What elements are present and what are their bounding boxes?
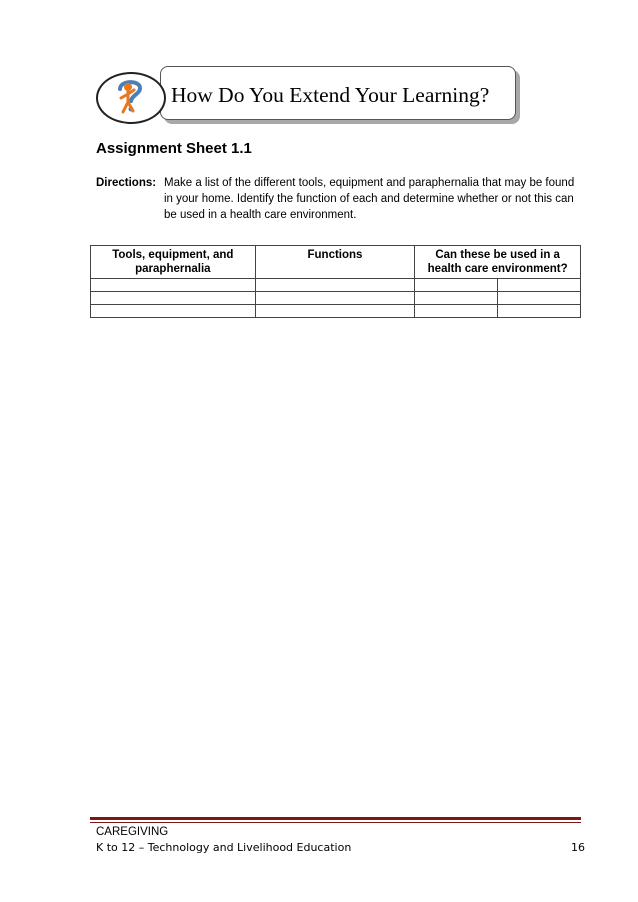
footer-rule-thin: [90, 822, 581, 823]
table-cell[interactable]: [91, 305, 256, 318]
question-mark-figure-icon: [102, 75, 158, 119]
footer-program: K to 12 – Technology and Livelihood Education: [96, 841, 352, 854]
table-cell[interactable]: [255, 279, 415, 292]
directions-text: Make a list of the different tools, equipment and paraphernalia that may be found in your home. Identify the function of each and determine whether or not this can be used in a health care environment.: [164, 177, 575, 221]
table-cell[interactable]: [415, 292, 498, 305]
section-banner: [96, 66, 526, 124]
footer-subject: CAREGIVING: [96, 826, 169, 838]
table-cell[interactable]: [91, 292, 256, 305]
table-cell[interactable]: [255, 305, 415, 318]
assignment-heading: Assignment Sheet 1.1: [96, 140, 252, 157]
banner-title: How Do You Extend Your Learning?: [171, 83, 490, 107]
table-cell[interactable]: [91, 279, 256, 292]
table-cell[interactable]: [415, 305, 498, 318]
table-header-row: [91, 246, 581, 279]
table-cell[interactable]: [498, 305, 581, 318]
page-number: 16: [571, 841, 585, 854]
table-cell[interactable]: [415, 279, 498, 292]
table-row: [91, 292, 581, 305]
table-row: [91, 305, 581, 318]
assignment-table: [90, 245, 581, 318]
table-cell[interactable]: [255, 292, 415, 305]
table-row: [91, 279, 581, 292]
table-cell[interactable]: [498, 279, 581, 292]
banner-icon-oval: [96, 72, 166, 124]
header-tools: Tools, equipment, and paraphernalia: [91, 246, 256, 279]
header-functions: Functions: [255, 246, 415, 279]
header-health-care: Can these be used in a health care environment?: [415, 246, 581, 279]
table-cell[interactable]: [498, 292, 581, 305]
footer-rule-thick: [90, 817, 581, 820]
directions-label: Directions:: [96, 177, 157, 189]
banner-box: [160, 66, 516, 120]
